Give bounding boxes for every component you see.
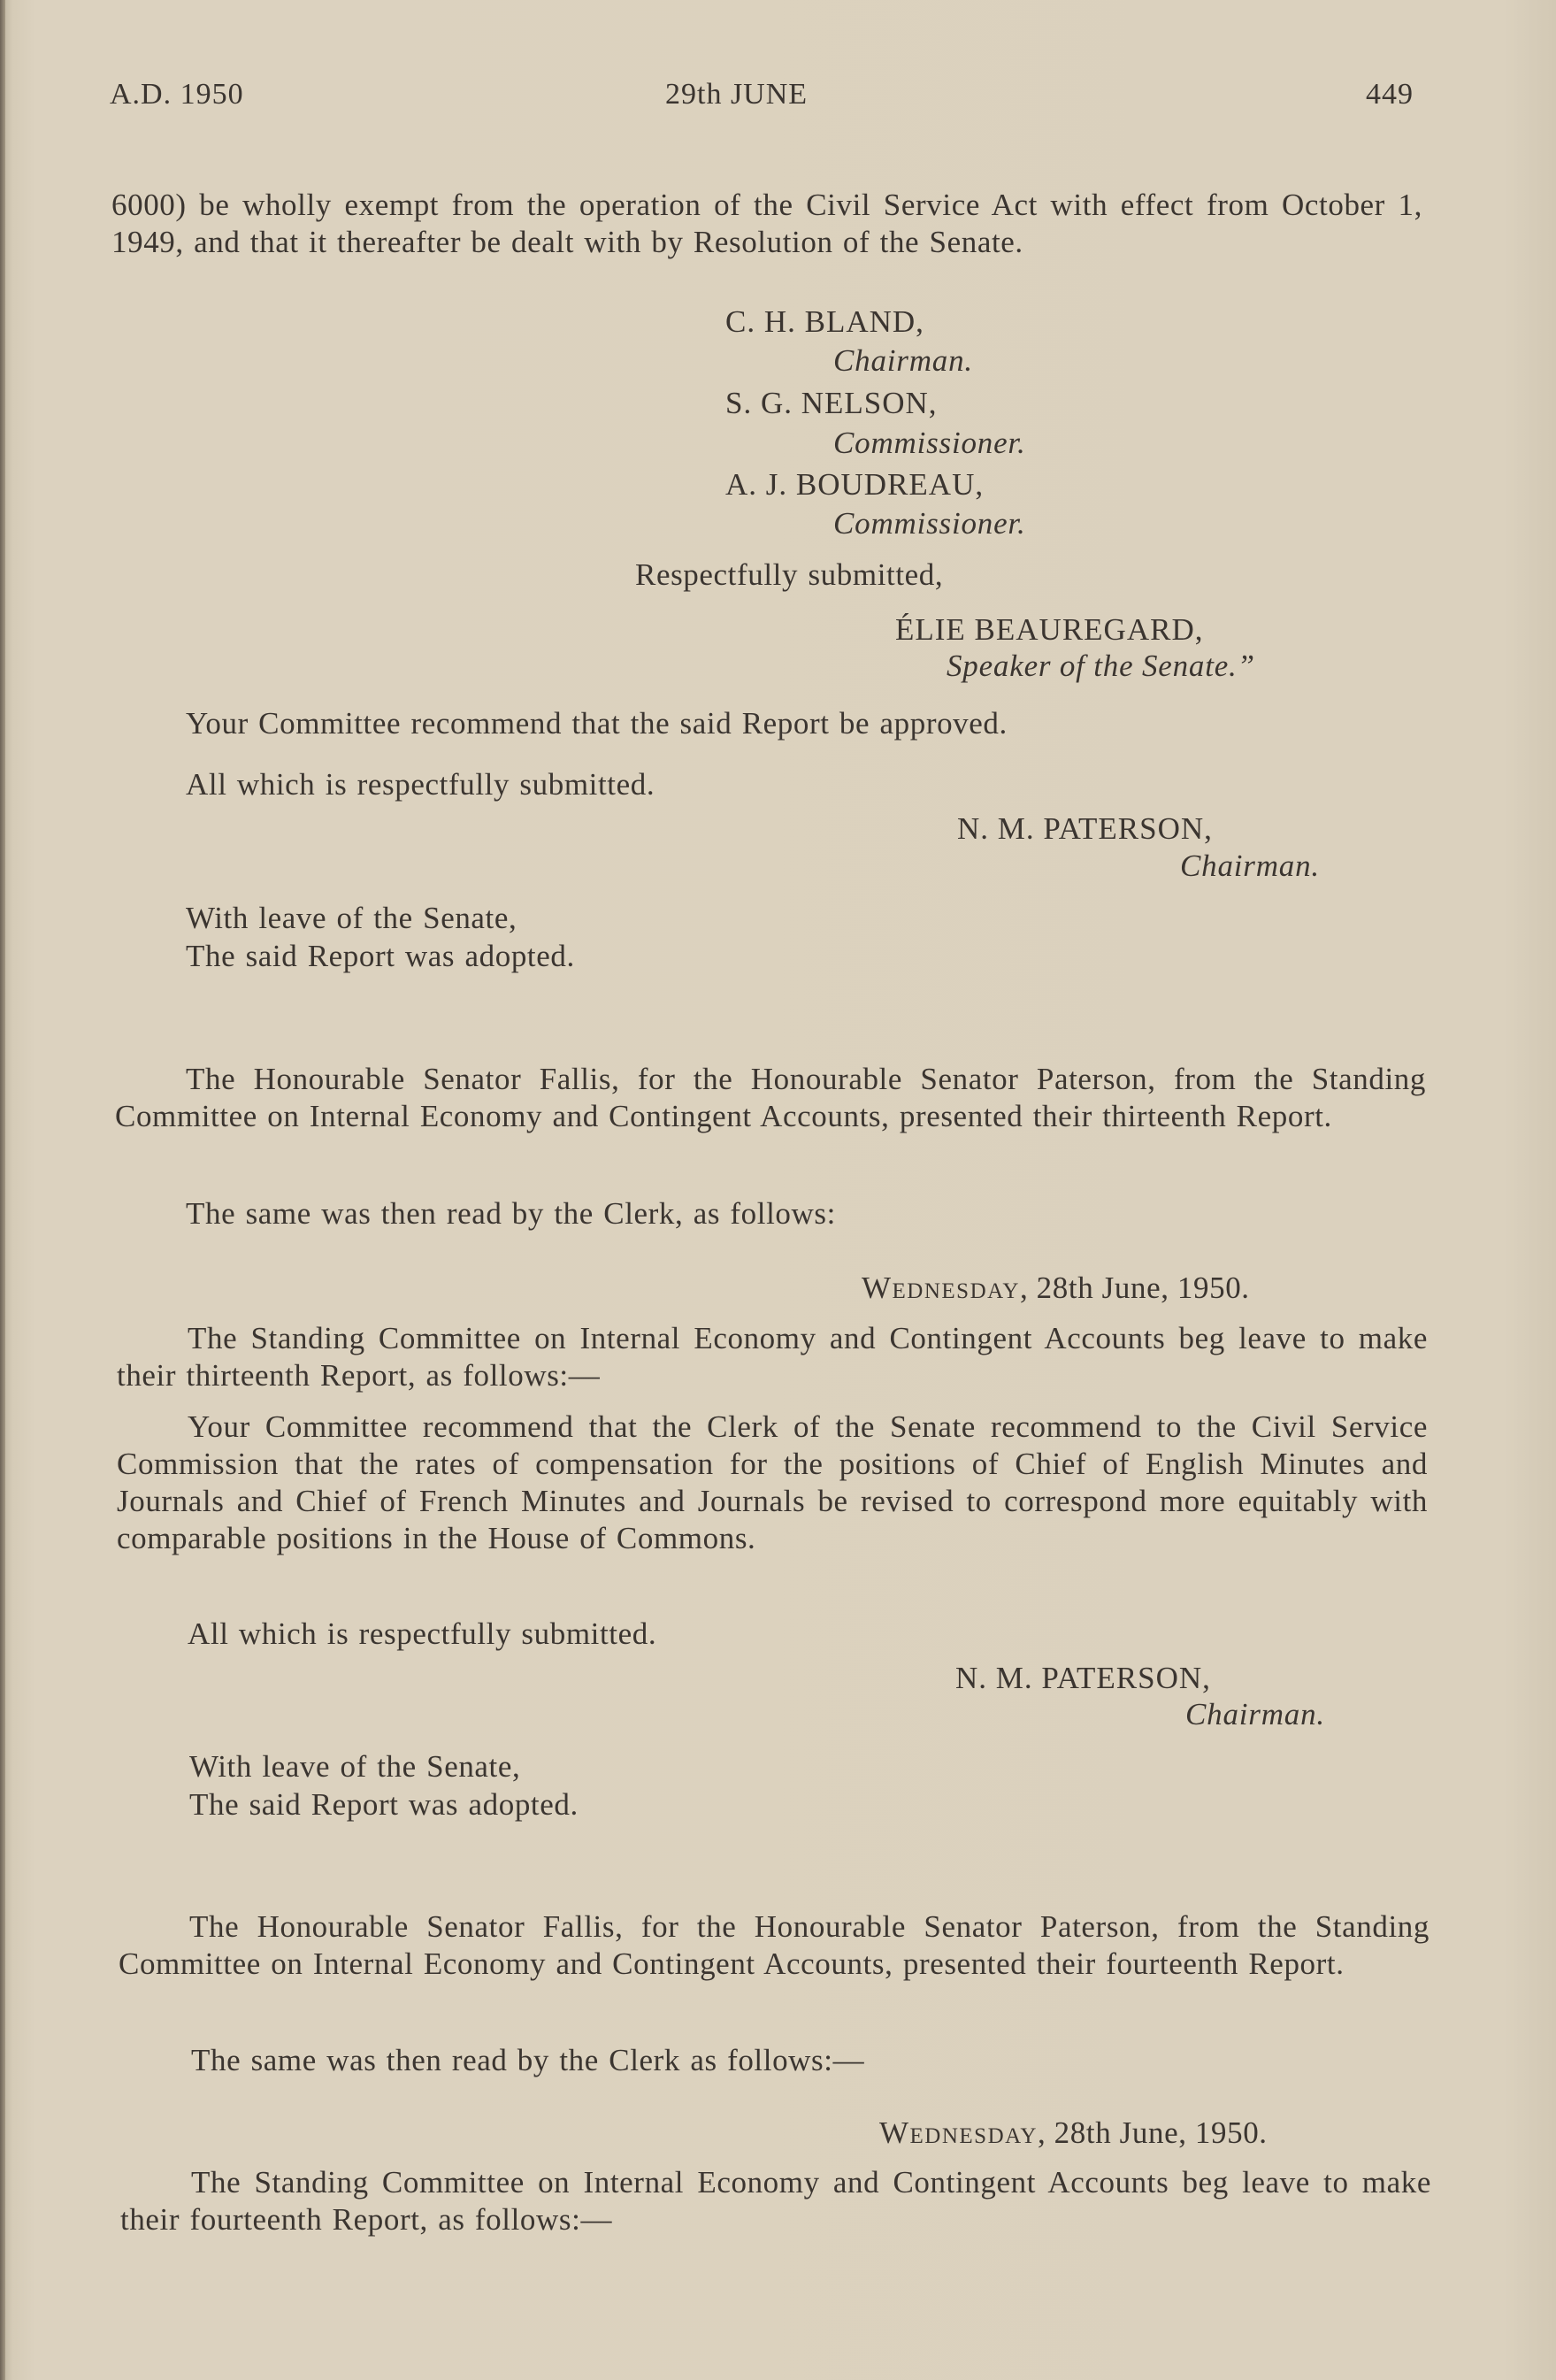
report-adopted-1: The said Report was adopted. bbox=[186, 939, 575, 973]
header-date: 29th JUNE bbox=[665, 78, 809, 111]
signature-paterson-name-1: N. M. PATERSON, bbox=[957, 811, 1213, 846]
page-edge-shadow bbox=[0, 0, 5, 2380]
thirteenth-report-intro: The Honourable Senator Fallis, for the Honourable Senator Paterson, from the Standing Committee on Internal Economy and Contingent Accounts, presented their thirteenth Report. bbox=[115, 1062, 1426, 1133]
report-date-13 bbox=[862, 1271, 1250, 1306]
signature-paterson-title-1: Chairman. bbox=[1180, 848, 1320, 883]
header-page-number: 449 bbox=[1366, 78, 1414, 111]
signature-beauregard-name: ÉLIE BEAUREGARD, bbox=[895, 612, 1204, 647]
with-leave-1: With leave of the Senate, bbox=[186, 901, 517, 935]
signature-bland-title: Chairman. bbox=[833, 343, 973, 378]
thirteenth-report-recommend: Your Committee recommend that the Clerk of the Senate recommend to the Civil Service Commission that the rates of compensation for the positions of Chief of English Minutes and Journals and Chief of French Minutes and Journals be revised to correspond more equitably with comparable positions in the House of Commons. bbox=[117, 1409, 1428, 1555]
all-which-submitted-1: All which is respectfully submitted. bbox=[186, 767, 655, 802]
thirteenth-report-beg-leave: The Standing Committee on Internal Economy and Contingent Accounts beg leave to make their thirteenth Report, as follows:— bbox=[117, 1321, 1428, 1393]
fourteenth-report-beg-leave: The Standing Committee on Internal Economy and Contingent Accounts beg leave to make their fourteenth Report, as follows:— bbox=[120, 2165, 1431, 2237]
signature-bland-name: C. H. BLAND, bbox=[725, 304, 924, 339]
signature-boudreau-title: Commissioner. bbox=[833, 506, 1026, 541]
report-date-14-day: Wednesday bbox=[879, 2115, 1038, 2150]
exemption-paragraph: 6000) be wholly exempt from the operation of the Civil Service Act with effect from October 1, 1949, and that it thereafter be dealt with by Resolution of the Senate. bbox=[111, 188, 1422, 259]
signature-beauregard-title: Speaker of the Senate.” bbox=[947, 649, 1255, 683]
respectfully-submitted: Respectfully submitted, bbox=[635, 557, 944, 592]
fourteenth-report-intro: The Honourable Senator Fallis, for the Honourable Senator Paterson, from the Standing Committee on Internal Economy and Contingent Accounts, presented their fourteenth Report. bbox=[119, 1909, 1430, 1981]
all-which-submitted-2: All which is respectfully submitted. bbox=[188, 1616, 657, 1651]
report-date-14 bbox=[879, 2115, 1268, 2151]
with-leave-2: With leave of the Senate, bbox=[189, 1749, 521, 1784]
signature-nelson-name: S. G. NELSON, bbox=[725, 386, 938, 420]
signature-paterson-title-2: Chairman. bbox=[1185, 1697, 1325, 1731]
clerk-read-13: The same was then read by the Clerk, as follows: bbox=[186, 1196, 836, 1231]
committee-recommend-approved: Your Committee recommend that the said Report be approved. bbox=[186, 706, 1008, 741]
clerk-read-14: The same was then read by the Clerk as follows:— bbox=[191, 2043, 865, 2077]
signature-paterson-name-2: N. M. PATERSON, bbox=[955, 1661, 1211, 1695]
signature-boudreau-name: A. J. BOUDREAU, bbox=[725, 467, 985, 502]
report-adopted-2: The said Report was adopted. bbox=[189, 1787, 579, 1822]
report-date-13-rest: , 28th June, 1950. bbox=[1019, 1271, 1250, 1305]
signature-nelson-title: Commissioner. bbox=[833, 426, 1026, 460]
report-date-13-day: Wednesday bbox=[862, 1271, 1020, 1305]
report-date-14-rest: , 28th June, 1950. bbox=[1037, 2115, 1268, 2150]
header-year: A.D. 1950 bbox=[110, 78, 244, 111]
